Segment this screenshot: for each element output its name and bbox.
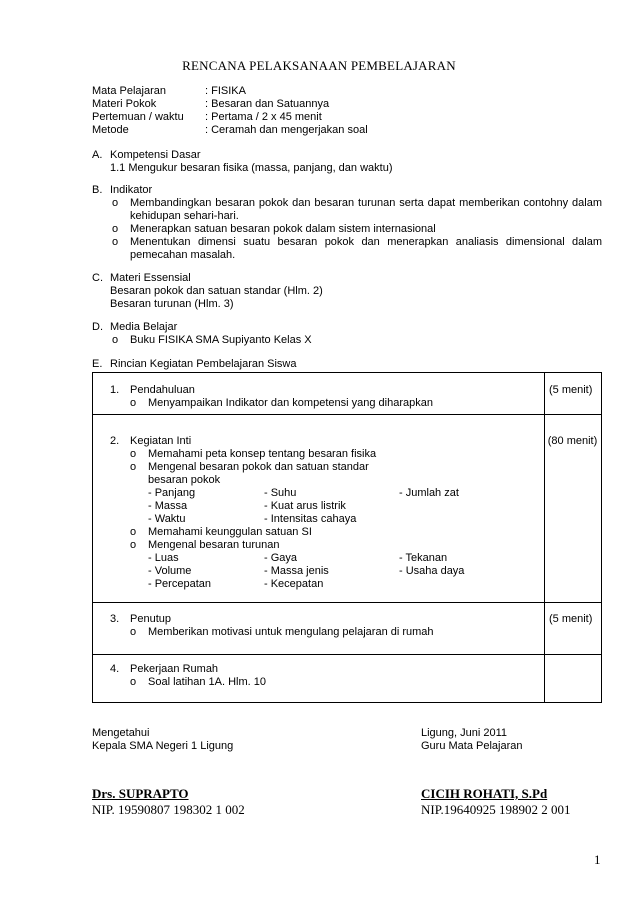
section-a-title: Kompetensi Dasar xyxy=(110,149,201,161)
row-2-item-1: Memahami peta konsep tentang besaran fisika xyxy=(148,448,377,460)
pokok-item: - Suhu xyxy=(264,487,297,499)
pokok-item: - Waktu xyxy=(148,513,186,525)
row-1-item: Menyampaikan Indikator dan kompetensi yang diharapkan xyxy=(148,397,433,409)
info-value-meeting: : Pertama / 2 x 45 menit xyxy=(205,111,322,123)
row-2-sub-heading: besaran pokok xyxy=(148,474,221,486)
bullet-icon: o xyxy=(130,539,137,551)
info-value-method: : Ceramah dan mengerjakan soal xyxy=(205,124,368,136)
section-c-title: Materi Essensial xyxy=(110,272,191,284)
row-3-item: Memberikan motivasi untuk mengulang pelajaran di rumah xyxy=(148,626,434,638)
pokok-item: - Panjang xyxy=(148,487,196,499)
row-2-item-2: Mengenal besaran pokok dan satuan standar xyxy=(148,461,369,473)
bullet-icon: o xyxy=(130,676,137,688)
pokok-item: - Jumlah zat xyxy=(399,487,459,499)
info-label-topic: Materi Pokok xyxy=(92,98,157,110)
table-row-divider xyxy=(93,602,601,603)
indicator-item-1-cont: kehidupan sehari-hari. xyxy=(130,210,239,222)
sig-left-name: Drs. SUPRAPTO xyxy=(92,786,189,801)
info-label-meeting: Pertemuan / waktu xyxy=(92,111,184,123)
sig-left-line-2: Kepala SMA Negeri 1 Ligung xyxy=(92,740,234,752)
row-2-item-3: Memahami keunggulan satuan SI xyxy=(148,526,312,538)
section-e-title: Rincian Kegiatan Pembelajaran Siswa xyxy=(110,358,297,370)
page-number: 1 xyxy=(594,852,601,867)
sig-left-line-1: Mengetahui xyxy=(92,727,150,739)
sig-right-line-2: Guru Mata Pelajaran xyxy=(421,740,523,752)
table-column-divider xyxy=(544,373,545,702)
section-d-marker: D. xyxy=(92,321,103,333)
section-c-line-2: Besaran turunan (Hlm. 3) xyxy=(110,298,234,310)
turunan-item: - Volume xyxy=(148,565,192,577)
section-d-title: Media Belajar xyxy=(110,321,178,333)
section-c-line-1: Besaran pokok dan satuan standar (Hlm. 2) xyxy=(110,285,323,297)
table-row-divider xyxy=(93,654,601,655)
bullet-icon: o xyxy=(112,236,119,248)
table-row-divider xyxy=(93,414,601,415)
bullet-icon: o xyxy=(112,223,119,235)
bullet-icon: o xyxy=(130,526,137,538)
row-2-item-4: Mengenal besaran turunan xyxy=(148,539,280,551)
page-title: RENCANA PELAKSANAAN PEMBELAJARAN xyxy=(182,58,456,73)
info-label-subject: Mata Pelajaran xyxy=(92,85,166,97)
bullet-icon: o xyxy=(130,397,137,409)
indicator-item-1: Membandingkan besaran pokok dan besaran turunan serta dapat memberikan contohny dalam xyxy=(130,197,602,209)
pokok-item: - Intensitas cahaya xyxy=(264,513,357,525)
indicator-item-3-cont: pemecahan masalah. xyxy=(130,249,236,261)
turunan-item: - Massa jenis xyxy=(264,565,329,577)
bullet-icon: o xyxy=(112,197,119,209)
bullet-icon: o xyxy=(130,448,137,460)
section-c-marker: C. xyxy=(92,272,103,284)
indicator-item-3: Menentukan dimensi suatu besaran pokok dan menerapkan analiasis dimensional dalam xyxy=(130,236,602,248)
section-b-title: Indikator xyxy=(110,184,153,196)
row-1-number: 1. xyxy=(110,384,120,396)
section-b-marker: B. xyxy=(92,184,103,196)
info-label-method: Metode xyxy=(92,124,129,136)
section-d-item: Buku FISIKA SMA Supiyanto Kelas X xyxy=(130,334,312,346)
row-2-title: Kegiatan Inti xyxy=(130,435,192,447)
turunan-item: - Luas xyxy=(148,552,179,564)
row-3-title: Penutup xyxy=(130,613,171,625)
row-4-item: Soal latihan 1A. Hlm. 10 xyxy=(148,676,267,688)
info-value-topic: : Besaran dan Satuannya xyxy=(205,98,330,110)
row-2-number: 2. xyxy=(110,435,120,447)
sig-left-nip: NIP. 19590807 198302 1 002 xyxy=(92,802,245,817)
section-a-marker: A. xyxy=(92,149,103,161)
row-3-number: 3. xyxy=(110,613,120,625)
row-1-time: (5 menit) xyxy=(549,384,593,396)
section-a-item: 1.1 Mengukur besaran fisika (massa, panjang, dan waktu) xyxy=(110,162,393,174)
row-4-title: Pekerjaan Rumah xyxy=(130,663,219,675)
turunan-item: - Gaya xyxy=(264,552,298,564)
info-value-subject: : FISIKA xyxy=(205,85,246,97)
sig-right-nip: NIP.19640925 198902 2 001 xyxy=(421,802,571,817)
row-1-title: Pendahuluan xyxy=(130,384,195,396)
turunan-item: - Usaha daya xyxy=(399,565,465,577)
row-2-time: (80 menit) xyxy=(547,435,598,447)
turunan-item: - Kecepatan xyxy=(264,578,324,590)
sig-right-name: CICIH ROHATI, S.Pd xyxy=(421,786,548,801)
row-4-number: 4. xyxy=(110,663,120,675)
activity-table xyxy=(92,372,602,703)
bullet-icon: o xyxy=(130,461,137,473)
pokok-item: - Kuat arus listrik xyxy=(264,500,346,512)
sig-right-line-1: Ligung, Juni 2011 xyxy=(421,727,508,739)
row-3-time: (5 menit) xyxy=(549,613,593,625)
indicator-item-2: Menerapkan satuan besaran pokok dalam sistem internasional xyxy=(130,223,436,235)
section-e-marker: E. xyxy=(92,358,103,370)
pokok-item: - Massa xyxy=(148,500,188,512)
turunan-item: - Tekanan xyxy=(399,552,448,564)
turunan-item: - Percepatan xyxy=(148,578,211,590)
bullet-icon: o xyxy=(130,626,137,638)
bullet-icon: o xyxy=(112,334,119,346)
